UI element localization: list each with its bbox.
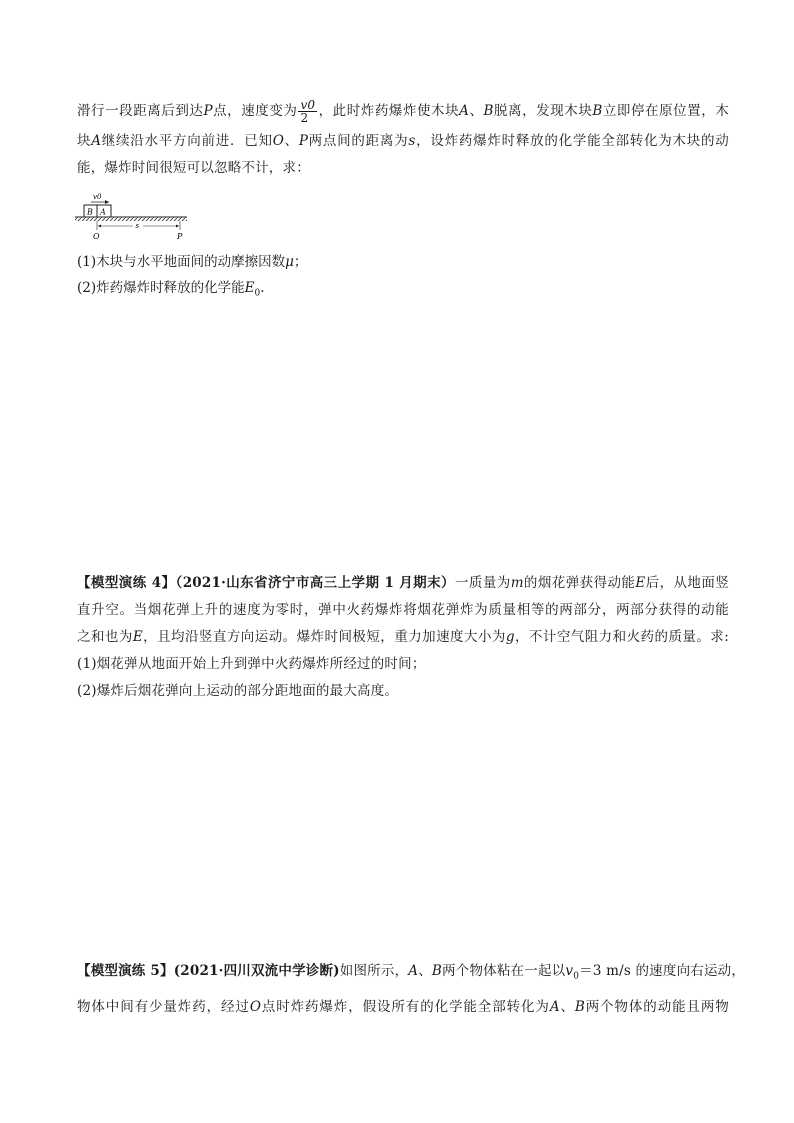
distance-s-label: s [135,222,140,230]
text-segment: 后，从地面竖 [645,575,729,591]
point-p-symbol: P [203,103,213,119]
paragraph-line-1 [77,94,729,128]
gravity-symbol: g [505,629,515,645]
text-segment: 如图所示， [339,963,409,979]
point-p-label: P [177,232,183,241]
text-segment: 立即停在原位置，木 [602,103,729,119]
object-a-symbol: A [549,998,560,1015]
mass-symbol: m [510,575,524,591]
text-segment: 、 [469,103,484,119]
punctuation: . [260,280,265,296]
point-p-symbol: P [298,133,309,149]
text-segment: 两点间的距离为 [308,133,409,149]
text-segment: 点，速度变为 [212,103,298,119]
text-segment: 脱离，发现木块 [493,103,593,119]
block-a-symbol: A [459,103,470,119]
paragraph-line-2: 直升空。当烟花弹上升的速度为零时，弹中火药爆炸将烟花弹炸为质量相等的两部分，两部分获得的动能 [77,602,729,618]
exercise-tag: 【模型演练 5】 [77,963,174,979]
text-segment: 物体中间有少量炸药，经过 [77,998,250,1015]
question-1: (1)烟花弹从地面开始上升到弹中火药爆炸所经过的时间； [77,656,426,672]
energy-symbol: E [244,280,255,296]
point-o-symbol: O [249,998,262,1015]
distance-arrowhead-left [98,225,101,228]
fraction-numerator: v0 [300,98,316,112]
energy-subscript: 0 [254,288,261,299]
velocity-subscript: 0 [573,971,580,982]
text-segment: ，设炸药爆炸时释放的化学能全部转化为木块的动 [415,133,730,149]
text-segment: 两个物体粘在一起以 [442,963,566,979]
text-segment: 、 [418,963,432,979]
velocity-fraction [298,99,317,124]
text-segment: 一质量为 [454,575,511,591]
question-1 [77,252,307,272]
question-2: (2)爆炸后烟花弹向上运动的部分距地面的最大高度。 [77,683,399,699]
punctuation: ； [293,254,308,270]
velocity-symbol: v [565,963,574,979]
distance-s-symbol: s [408,133,416,149]
paragraph-line-2 [77,992,729,1022]
text-segment: 之和也为 [77,629,133,645]
exercise-source: (2021·四川双流中学诊断) [173,963,340,979]
object-a-symbol: A [408,963,419,979]
question-text: (1)木块与水平地面间的动摩擦因数 [77,254,286,270]
exercise-source: （2021·山东省济宁市高三上学期 1 月期末） [175,575,455,591]
point-o-label: O [93,232,100,241]
text-segment: ＝3 m/s 的速度向右运动， [579,963,746,979]
text-segment: 点时炸药爆炸，假设所有的化学能全部转化为 [261,998,550,1015]
model-exercise-5-paragraph [77,956,746,1022]
object-b-symbol: B [574,998,585,1015]
text-segment: 、 [284,133,299,149]
text-segment: 继续沿水平方向前进．已知 [101,133,273,149]
exercise-tag: 【模型演练 4】 [77,575,176,591]
ground-hatching [75,217,187,221]
fraction-denominator: 2 [300,111,309,125]
point-o-symbol: O [272,133,285,149]
question-text: (2)炸药爆炸时释放的化学能 [77,280,245,296]
velocity-arrow-head [105,200,109,204]
text-segment: 滑行一段距离后到达 [77,103,204,119]
paragraph-line-2 [77,128,729,155]
text-segment: ，不计空气阻力和火药的质量。求: [514,629,729,645]
problem-continuation-paragraph [77,94,729,182]
mu-symbol: μ [285,254,294,270]
block-a-symbol: A [91,133,102,149]
question-2 [77,278,265,304]
block-a-label: A [100,207,106,217]
paragraph-line-1 [77,956,746,992]
distance-arrowhead-right [176,225,179,228]
block-b-symbol: B [483,103,494,119]
velocity-label: v0 [93,193,102,201]
text-segment: 、 [559,998,575,1015]
paragraph-line-1 [77,570,729,597]
object-b-symbol: B [431,963,443,979]
model-exercise-4-paragraph [77,570,729,705]
energy-symbol: E [635,575,646,591]
energy-symbol: E [132,629,143,645]
physics-diagram [73,190,193,242]
text-segment: 的烟花弹获得动能 [523,575,636,591]
text-segment: 块 [77,133,92,149]
paragraph-line-3: 能，爆炸时间很短可以忽略不计，求： [77,160,310,176]
text-segment: 两个物体的动能且两物 [585,998,730,1015]
block-b-symbol: B [592,103,603,119]
text-segment: ，且均沿竖直方向运动。爆炸时间极短，重力加速度大小为 [142,629,506,645]
block-b-label: B [87,207,93,217]
text-segment: ，此时炸药爆炸使木块 [318,103,460,119]
paragraph-line-3 [77,624,729,651]
